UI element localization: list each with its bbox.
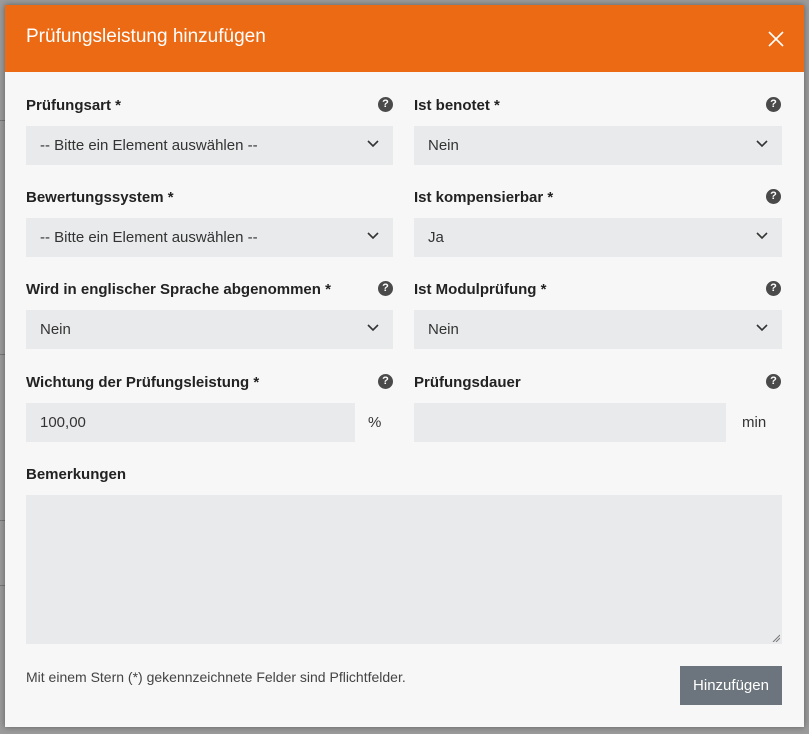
ist-benotet-value: Nein	[428, 137, 459, 154]
bewertungssystem-label: Bewertungssystem *	[26, 189, 174, 206]
bemerkungen-label: Bemerkungen	[26, 466, 127, 483]
wichtung-input[interactable]	[26, 403, 355, 442]
chevron-down-icon	[756, 323, 768, 333]
pruefungsart-value: -- Bitte ein Element auswählen --	[40, 137, 258, 154]
pruefungsart-label: Prüfungsart *	[26, 97, 122, 114]
modulpruefung-value: Nein	[428, 321, 459, 338]
ist-kompensierbar-value: Ja	[428, 229, 444, 246]
wichtung-value: 100,00	[40, 414, 86, 431]
question-circle-icon[interactable]: ?	[766, 281, 781, 296]
close-icon[interactable]	[766, 29, 786, 49]
question-circle-icon[interactable]: ?	[766, 97, 781, 112]
pruefungsart-select[interactable]	[26, 126, 393, 165]
modal-header	[5, 5, 804, 72]
question-circle-icon[interactable]: ?	[766, 189, 781, 204]
ist-kompensierbar-select[interactable]	[414, 218, 782, 257]
ist-kompensierbar-label: Ist kompensierbar *	[414, 189, 554, 206]
englisch-value: Nein	[40, 321, 71, 338]
dauer-unit: min	[742, 414, 767, 431]
englisch-label: Wird in englischer Sprache abgenommen *	[26, 281, 331, 298]
dauer-input[interactable]	[414, 403, 726, 442]
modal-title: Prüfungsleistung hinzufügen	[26, 26, 266, 47]
question-circle-icon[interactable]: ?	[378, 281, 393, 296]
dauer-label: Prüfungsdauer	[414, 374, 521, 391]
add-button[interactable]: Hinzufügen	[680, 666, 782, 705]
englisch-select[interactable]	[26, 310, 393, 349]
required-fields-note: Mit einem Stern (*) gekennzeichnete Felder sind Pflichtfelder.	[26, 669, 406, 685]
ist-benotet-label: Ist benotet *	[414, 97, 500, 114]
chevron-down-icon	[756, 139, 768, 149]
bewertungssystem-select[interactable]	[26, 218, 393, 257]
modulpruefung-select[interactable]	[414, 310, 782, 349]
chevron-down-icon	[367, 231, 379, 241]
add-exam-modal	[5, 5, 804, 727]
bemerkungen-textarea[interactable]	[26, 495, 782, 644]
wichtung-label: Wichtung der Prüfungsleistung *	[26, 374, 260, 391]
chevron-down-icon	[367, 323, 379, 333]
ist-benotet-select[interactable]	[414, 126, 782, 165]
resize-handle-icon[interactable]	[772, 634, 780, 642]
modulpruefung-label: Ist Modulprüfung *	[414, 281, 547, 298]
chevron-down-icon	[756, 231, 768, 241]
wichtung-unit: %	[368, 414, 382, 431]
bewertungssystem-value: -- Bitte ein Element auswählen --	[40, 229, 258, 246]
question-circle-icon[interactable]: ?	[766, 374, 781, 389]
question-circle-icon[interactable]: ?	[378, 97, 393, 112]
chevron-down-icon	[367, 139, 379, 149]
question-circle-icon[interactable]: ?	[378, 374, 393, 389]
